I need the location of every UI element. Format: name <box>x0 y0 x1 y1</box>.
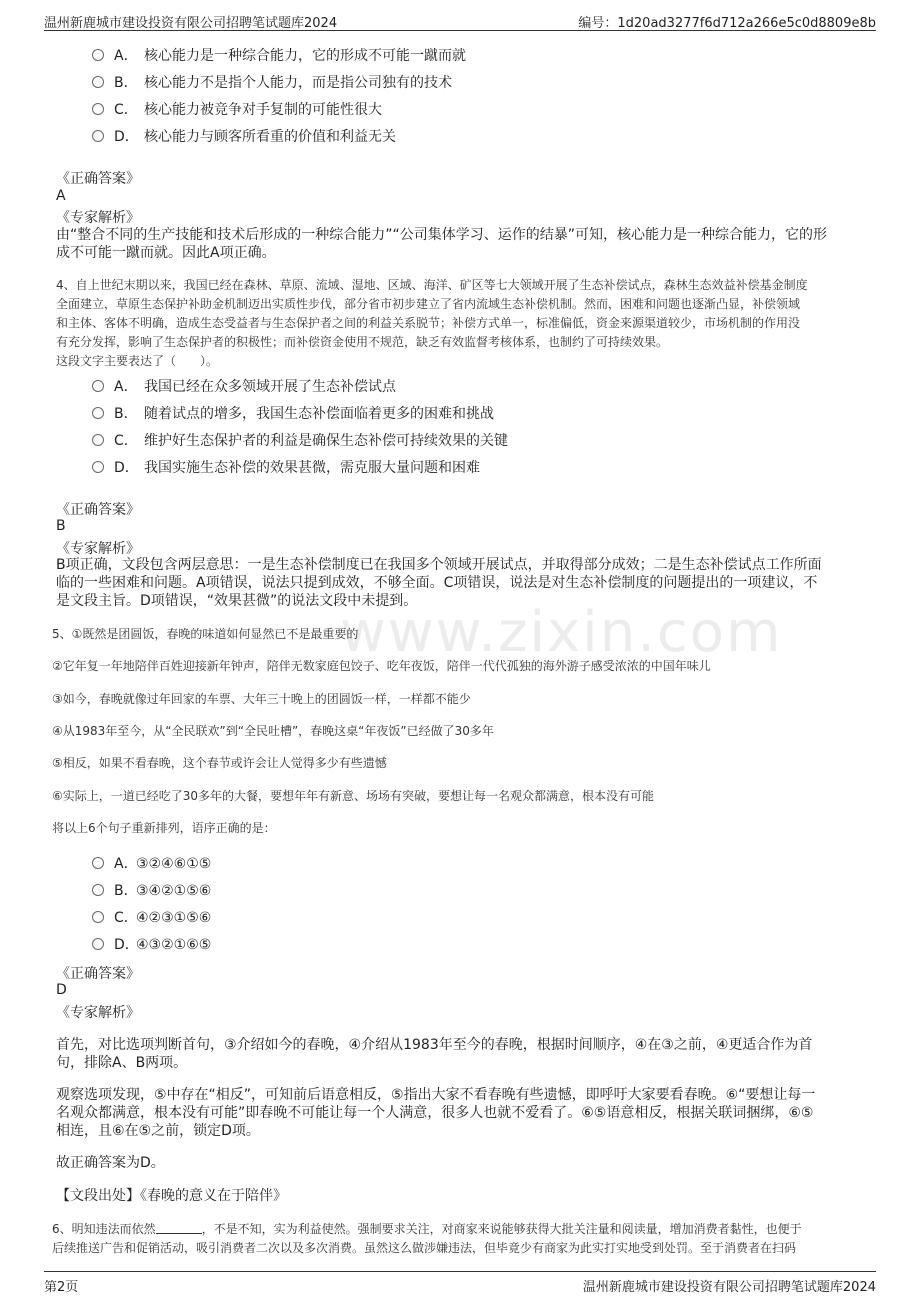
q3-analysis-line-2: 成不可能一蹴而就。因此A项正确。 <box>56 245 276 261</box>
q3-answer: A <box>56 188 66 204</box>
option-text: 随着试点的增多，我国生态补偿面临着更多的困难和挑战 <box>144 406 494 422</box>
source-title: 《春晚的意义在于陪伴》 <box>140 1188 287 1204</box>
option-letter: D． <box>114 937 139 953</box>
q5-prompt: 将以上6个句子重新排列，语序正确的是： <box>52 821 276 835</box>
q4-option-a[interactable] <box>92 378 396 396</box>
q6-stem-pre: 6、明知违法而依然 <box>52 1222 156 1236</box>
option-letter: C． <box>114 102 138 118</box>
radio-icon[interactable] <box>92 884 104 896</box>
q6-stem-line-1 <box>52 1220 802 1239</box>
radio-icon[interactable] <box>92 434 104 446</box>
radio-icon[interactable] <box>92 407 104 419</box>
radio-icon[interactable] <box>92 461 104 473</box>
q5-option-d[interactable] <box>92 936 211 954</box>
q5-analysis-p2-line-2: 名观众都满意，根本没有可能”即春晚不可能让每一个人满意，很多人也就不爱看了。⑥⑤语意相反，根据关联词捆绑，⑥⑤ <box>56 1105 814 1121</box>
q4-stem-line-4: 有充分发挥，影响了生态保护者的积极性；而补偿资金使用不规范，缺乏有效监督考核体系，也制约了可持续效果。 <box>56 335 669 349</box>
q5-analysis-label: 《专家解析》 <box>56 1005 140 1021</box>
q5-sentence-5: ⑤相反，如果不看春晚，这个春节或许会让人觉得多少有些遗憾 <box>52 756 387 770</box>
option-letter: B． <box>114 75 138 91</box>
option-letter: D． <box>114 460 139 476</box>
radio-icon[interactable] <box>92 103 104 115</box>
q5-analysis-p2-line-3: 相连，且⑥在⑤之前，锁定D项。 <box>56 1123 260 1139</box>
option-text: 核心能力是一种综合能力，它的形成不可能一蹴而就 <box>144 48 466 64</box>
q4-stem-line-1: 4、自上世纪末期以来，我国已经在森林、草原、流域、湿地、区域、海洋、矿区等七大领域开展了生态补偿试点，森林生态效益补偿基金制度 <box>56 278 808 292</box>
q3-analysis-label: 《专家解析》 <box>56 210 140 226</box>
option-letter: B． <box>114 883 138 899</box>
radio-icon[interactable] <box>92 380 104 392</box>
header-serial <box>578 12 876 31</box>
q4-stem-line-3: 和主体、客体不明确，造成生态受益者与生态保护者之间的利益关系脱节；补偿方式单一，标准偏低，资金来源渠道较少，市场机制的作用没 <box>56 316 801 330</box>
option-text: 核心能力不是指个人能力，而是指公司独有的技术 <box>144 75 452 91</box>
q4-option-d[interactable] <box>92 459 480 477</box>
option-letter: D． <box>114 129 139 145</box>
q3-option-b[interactable] <box>92 74 452 92</box>
q4-analysis-label: 《专家解析》 <box>56 541 140 557</box>
option-text: 我国实施生态补偿的效果甚微，需克服大量问题和困难 <box>144 460 480 476</box>
option-text: ④②③①⑤⑥ <box>136 910 212 926</box>
serial-label: 编号： <box>578 16 618 31</box>
option-letter: C． <box>114 433 138 449</box>
q4-analysis-line-1: B项正确，文段包含两层意思：一是生态补偿制度已在我国多个领域开展试点，并取得部分成效；二是生态补偿试点工作所面 <box>56 557 822 573</box>
q5-source <box>56 1187 287 1205</box>
q4-answer: B <box>56 518 66 534</box>
q5-analysis-p3: 故正确答案为D。 <box>56 1155 165 1171</box>
q5-option-b[interactable] <box>92 882 211 900</box>
radio-icon[interactable] <box>92 49 104 61</box>
q3-option-c[interactable] <box>92 101 382 119</box>
option-text: 核心能力被竞争对手复制的可能性很大 <box>144 102 382 118</box>
source-bracket: 【文段出处】 <box>56 1188 140 1204</box>
page-header <box>44 0 876 31</box>
q5-option-c[interactable] <box>92 909 211 927</box>
q4-option-c[interactable] <box>92 432 508 450</box>
q4-analysis-line-2: 临的一些困难和问题。A项错误，说法只提到成效，不够全面。C项错误，说法是对生态补偿制度的问题提出的一项建议，不 <box>56 575 818 591</box>
footer-title: 温州新鹿城市建设投资有限公司招聘笔试题库2024 <box>582 1280 876 1295</box>
q3-analysis-line-1: 由“整合不同的生产技能和技术后形成的一种综合能力”“公司集体学习、运作的结暴”可知，核心能力是一种综合能力，它的形 <box>56 227 828 243</box>
q3-option-d[interactable] <box>92 128 396 146</box>
option-text: ③②④⑥①⑤ <box>136 856 212 872</box>
q6-stem-line-2: 后续推送广告和促销活动，吸引消费者二次以及多次消费。虽然这么做涉嫌违法，但毕竟少有商家为此实打实地受到处罚。至于消费者在扫码 <box>52 1241 797 1255</box>
radio-icon[interactable] <box>92 76 104 88</box>
q5-sentence-3: ③如今，春晚就像过年回家的车票、大年三十晚上的团圆饭一样，一样都不能少 <box>52 692 471 706</box>
radio-icon[interactable] <box>92 938 104 950</box>
q4-analysis-line-3: 是文段主旨。D项错误，“效果甚微”的说法文段中未提到。 <box>56 593 418 609</box>
q4-question: 这段文字主要表达了（ ）。 <box>56 354 219 368</box>
q5-answer: D <box>56 982 67 998</box>
option-letter: C． <box>114 910 138 926</box>
option-text: 我国已经在众多领域开展了生态补偿试点 <box>144 379 396 395</box>
header-title: 温州新鹿城市建设投资有限公司招聘笔试题库2024 <box>44 16 338 31</box>
q5-sentence-6: ⑥实际上，一道已经吃了30多年的大餐，要想年年有新意、场场有突破，要想让每一名观众都满意，根本没有可能 <box>52 789 655 803</box>
q5-sentence-2: ②它年复一年地陪伴百姓迎接新年钟声，陪伴无数家庭包饺子、吃年夜饭，陪伴一代代孤独的海外游子感受浓浓的中国年味儿 <box>52 659 711 673</box>
q5-answer-label: 《正确答案》 <box>56 966 140 982</box>
radio-icon[interactable] <box>92 130 104 142</box>
q6-stem-post: ，不是不知，实为利益使然。强制要求关注，对商家来说能够获得大批关注量和阅读量，增加消费者黏性，也便于 <box>201 1222 802 1236</box>
q3-answer-label: 《正确答案》 <box>56 171 140 187</box>
watermark: www.zixin.com <box>340 600 783 665</box>
option-letter: A． <box>114 856 138 872</box>
q5-option-a[interactable] <box>92 855 211 873</box>
option-letter: B． <box>114 406 138 422</box>
fill-blank <box>156 1221 202 1234</box>
page-footer <box>44 1271 876 1302</box>
q5-sentence-1: 5、①既然是团圆饭，春晚的味道如何显然已不是最重要的 <box>52 627 359 641</box>
q4-stem-line-2: 全面建立，草原生态保护补助金机制迈出实质性步伐，部分省市初步建立了省内流域生态补偿机制。然而，困难和问题也逐渐凸显，补偿领域 <box>56 297 801 311</box>
q3-option-a[interactable] <box>92 47 466 65</box>
page-number: 第2页 <box>44 1280 79 1295</box>
option-letter: A． <box>114 48 138 64</box>
option-text: 维护好生态保护者的利益是确保生态补偿可持续效果的关键 <box>144 433 508 449</box>
q5-analysis-p1-line-1: 首先，对比选项判断首句，③介绍如今的春晚，④介绍从1983年至今的春晚，根据时间顺序，④在③之前，④更适合作为首 <box>56 1037 813 1053</box>
option-text: 核心能力与顾客所看重的价值和利益无关 <box>144 129 396 145</box>
radio-icon[interactable] <box>92 857 104 869</box>
q5-analysis-p2-line-1: 观察选项发现，⑤中存在“相反”，可知前后语意相反，⑤指出大家不看春晚有些遗憾，即呼吁大家要看春晚。⑥“要想让每一 <box>56 1087 816 1103</box>
option-letter: A． <box>114 379 138 395</box>
q5-sentence-4: ④从1983年至今，从“全民联欢”到“全民吐槽”，春晚这桌“年夜饭”已经做了30多年 <box>52 724 494 738</box>
option-text: ④③②①⑥⑤ <box>136 937 212 953</box>
serial-number: 1d20ad3277f6d712a266e5c0d8809e8b <box>617 16 876 31</box>
q5-analysis-p1-line-2: 句，排除A、B两项。 <box>56 1055 188 1071</box>
radio-icon[interactable] <box>92 911 104 923</box>
q4-answer-label: 《正确答案》 <box>56 502 140 518</box>
option-text: ③④②①⑤⑥ <box>136 883 212 899</box>
q4-option-b[interactable] <box>92 405 494 423</box>
